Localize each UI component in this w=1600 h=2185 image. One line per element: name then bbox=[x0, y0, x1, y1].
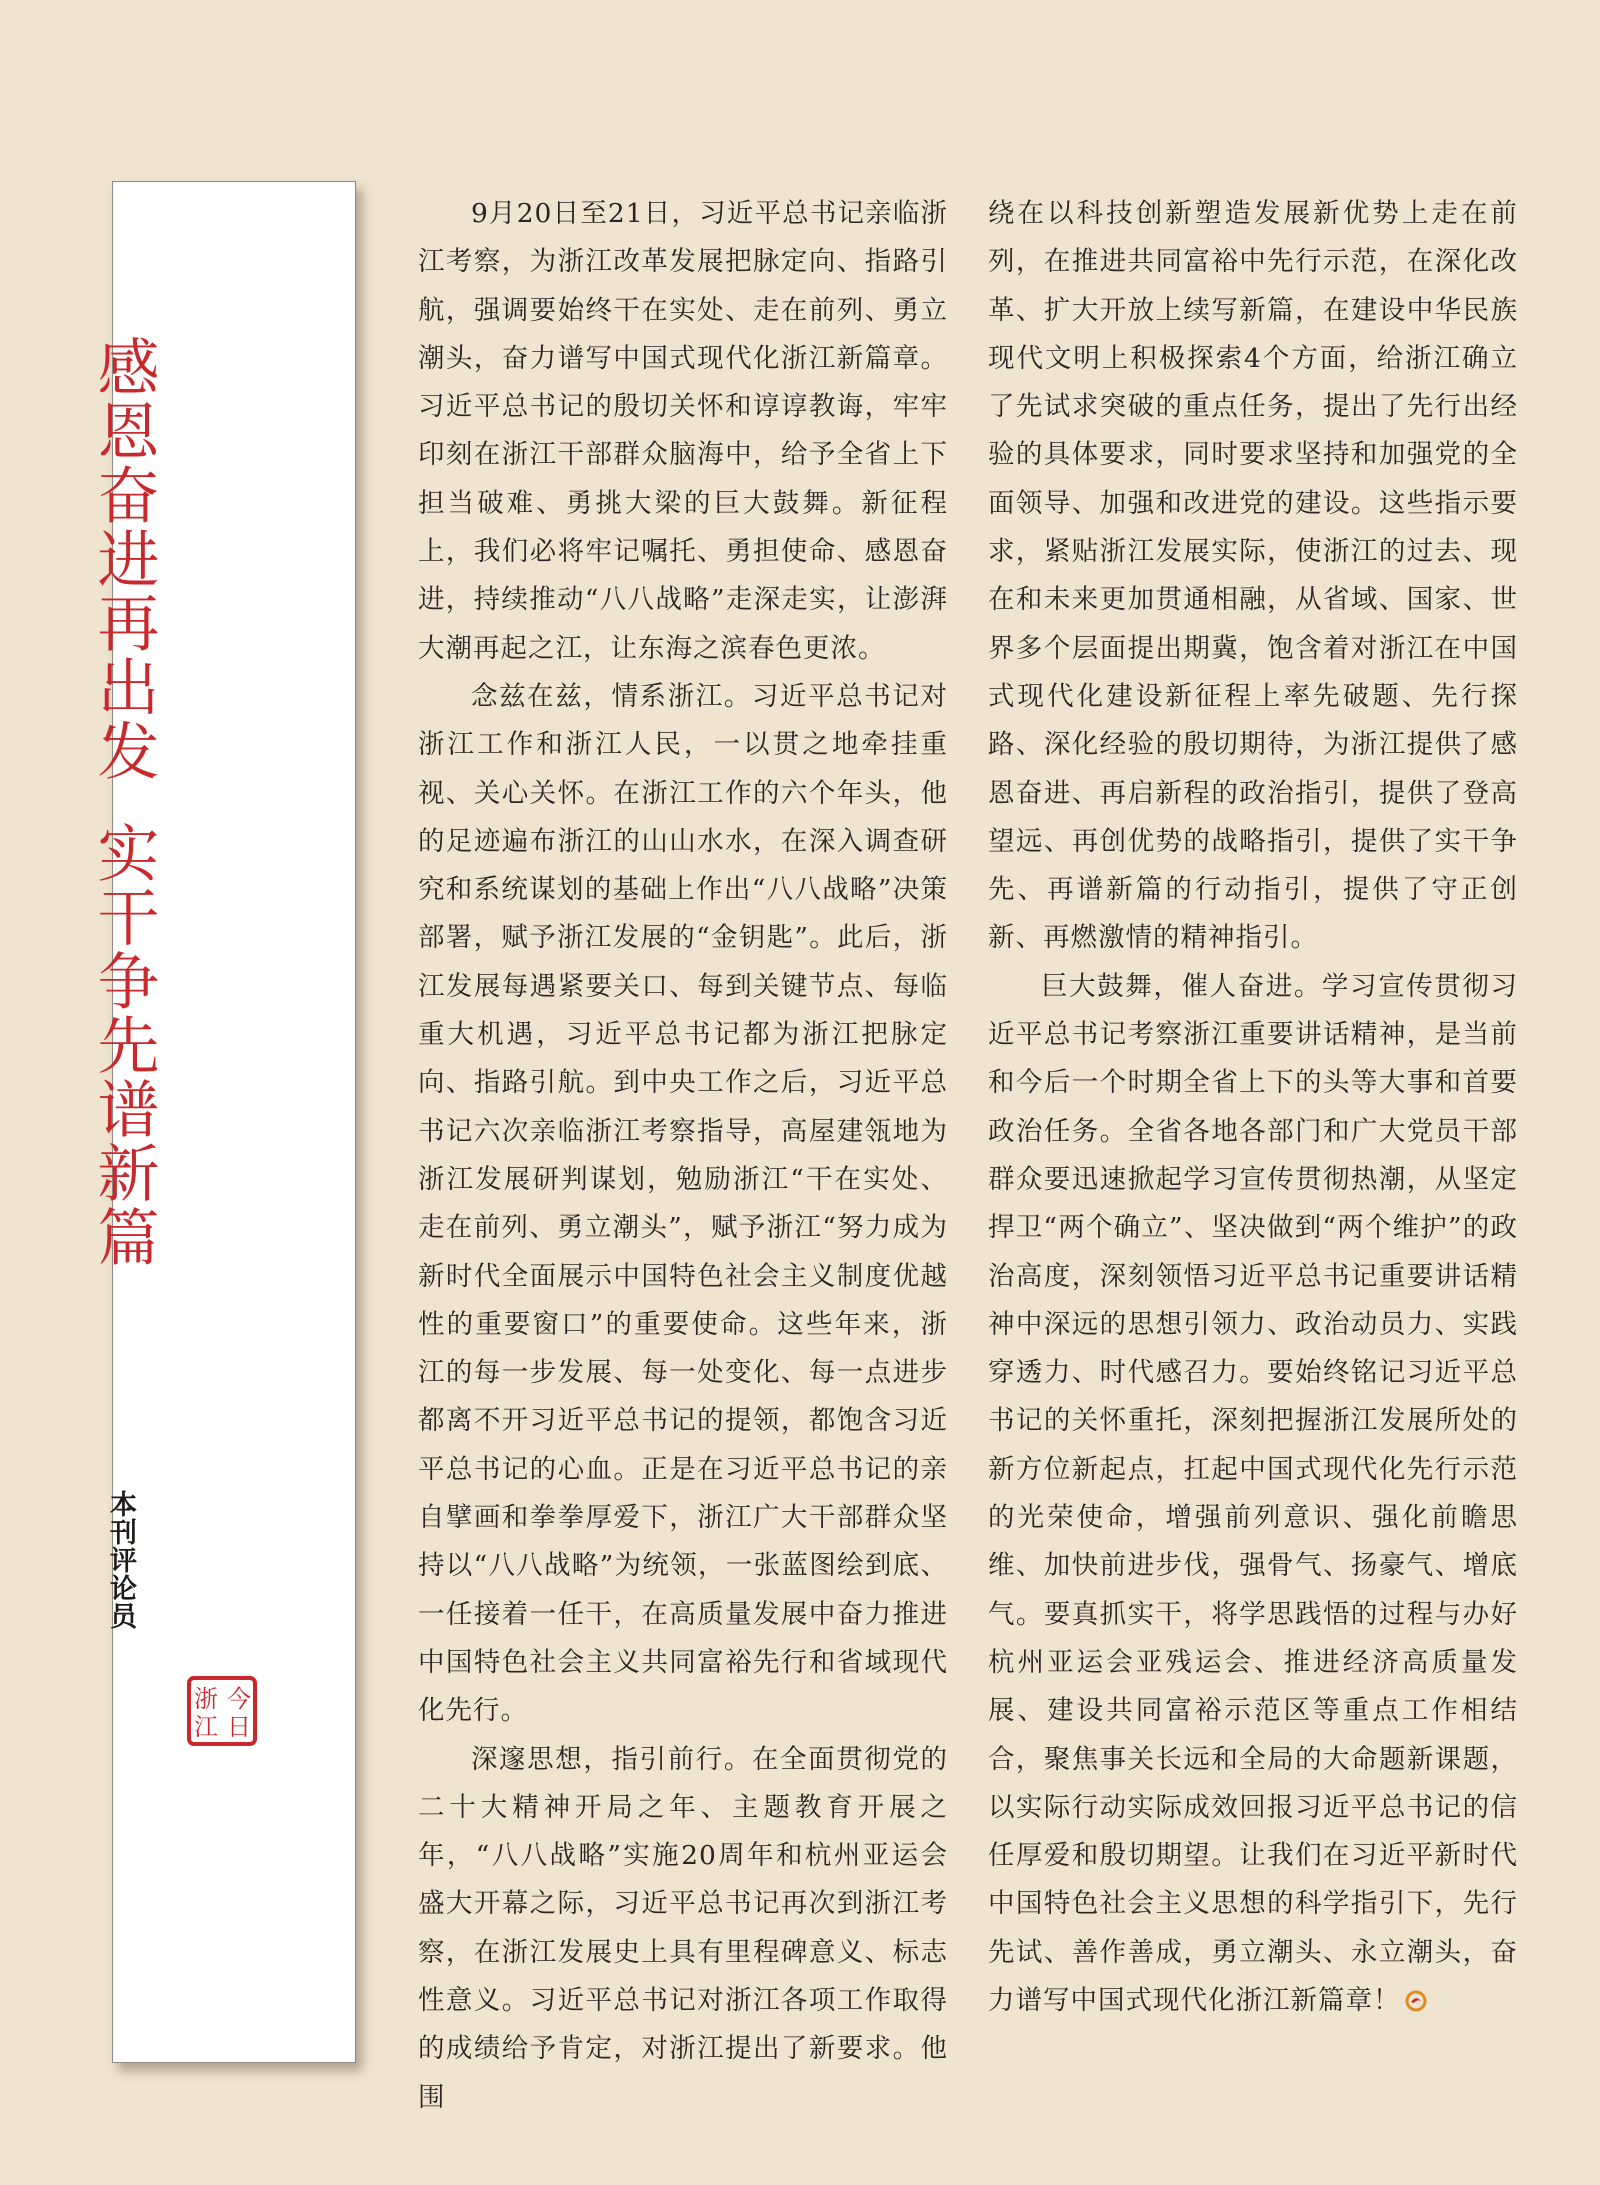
article-headline bbox=[88, 335, 158, 1269]
svg-text:日: 日 bbox=[227, 1713, 251, 1741]
article-paragraph: 绕在以科技创新塑造发展新优势上走在前列，在推进共同富裕中先行示范，在深化改革、扩大开放上续写新篇，在建设中华民族现代文明上积极探索4个方面，给浙江确立了先试求突破的重点任务，提出了先行出经验的具体要求，同时要求坚持和加强党的全面领导、加强和改进党的建设。这些指示要求，紧贴浙江发展实际，使浙江的过去、现在和未来更加贯通相融，从省域、国家、世界多个层面提出期冀，饱含着对浙江在中国式现代化建设新征程上率先破题、先行探路、深化经验的殷切期待，为浙江提供了感恩奋进、再启新程的政治指引，提供了登高望远、再创优势的战略指引，提供了实干争先、再谱新篇的行动指引，提供了守正创新、再燃激情的精神指引。 bbox=[988, 198, 1518, 954]
article-paragraph-last bbox=[988, 963, 1518, 2026]
headline-sub: 实干争先谱新篇 bbox=[87, 821, 160, 1269]
byline: 本刊评论员 bbox=[105, 1490, 136, 1630]
article-body bbox=[418, 190, 1528, 2113]
article-paragraph-text: 巨大鼓舞，催人奋进。学习宣传贯彻习近平总书记考察浙江重要讲话精神，是当前和今后一个时期全省上下的头等大事和首要政治任务。全省各地各部门和广大党员干部群众要迅速掀起学习宣传贯彻热潮，从坚定捍卫“两个确立”、坚决做到“两个维护”的政治高度，深刻领悟习近平总书记重要讲话精神中深远的思想引领力、政治动员力、实践穿透力、时代感召力。要始终铭记习近平总书记的关怀重托，深刻把握浙江发展所处的新方位新起点，扛起中国式现代化先行示范的光荣使命，增强前列意识、强化前瞻思维、加快前进步伐，强骨气、扬豪气、增底气。要真抓实干，将学思践悟的过程与办好杭州亚运会亚残运会、推进经济高质量发展、建设共同富裕示范区等重点工作相结合，聚焦事关长远和全局的大命题新课题，以实际行动实际成效回报习近平总书记的信任厚爱和殷切期望。让我们在习近平新时代中国特色社会主义思想的科学指引下，先行先试、善作善成，勇立潮头、永立潮头，奋力谱写中国式现代化浙江新篇章！ bbox=[988, 970, 1518, 2016]
svg-text:江: 江 bbox=[194, 1713, 218, 1741]
article-paragraph: 9月20日至21日，习近平总书记亲临浙江考察，为浙江改革发展把脉定向、指路引航，强调要始终干在实处、走在前列、勇立潮头，奋力谱写中国式现代化浙江新篇章。习近平总书记的殷切关怀和谆谆教诲，牢牢印刻在浙江干部群众脑海中，给予全省上下担当破难、勇挑大梁的巨大鼓舞。新征程上，我们必将牢记嘱托、勇担使命、感恩奋进，持续推动“八八战略”走深走实，让澎湃大潮再起之江，让东海之滨春色更浓。 bbox=[418, 198, 948, 664]
article-column-right bbox=[988, 190, 1518, 2025]
svg-text:今: 今 bbox=[227, 1685, 251, 1713]
seal-stamp-icon bbox=[186, 1675, 258, 1747]
headline-main: 感恩奋进再出发 bbox=[87, 335, 160, 783]
magazine-logo-icon bbox=[1405, 1990, 1427, 2012]
svg-text:浙: 浙 bbox=[194, 1685, 218, 1713]
article-column-left bbox=[418, 190, 948, 2122]
article-paragraph: 念兹在兹，情系浙江。习近平总书记对浙江工作和浙江人民，一以贯之地牵挂重视、关心关怀。在浙江工作的六个年头，他的足迹遍布浙江的山山水水，在深入调查研究和系统谋划的基础上作出“八八战略”决策部署，赋予浙江发展的“金钥匙”。此后，浙江发展每遇紧要关口、每到关键节点、每临重大机遇，习近平总书记都为浙江把脉定向、指路引航。到中央工作之后，习近平总书记六次亲临浙江考察指导，高屋建瓴地为浙江发展研判谋划，勉励浙江“干在实处、走在前列、勇立潮头”，赋予浙江“努力成为新时代全面展示中国特色社会主义制度优越性的重要窗口”的重要使命。这些年来，浙江的每一步发展、每一处变化、每一点进步都离不开习近平总书记的提领，都饱含习近平总书记的心血。正是在习近平总书记的亲自擘画和拳拳厚爱下，浙江广大干部群众坚持以“八八战略”为统领，一张蓝图绘到底、一任接着一任干，在高质量发展中奋力推进中国特色社会主义共同富裕先行和省域现代化先行。 bbox=[418, 680, 948, 1727]
article-paragraph: 深邃思想，指引前行。在全面贯彻党的二十大精神开局之年、主题教育开展之年，“八八战略”实施20周年和杭州亚运会盛大开幕之际，习近平总书记再次到浙江考察，在浙江发展史上具有里程碑意义、标志性意义。习近平总书记对浙江各项工作取得的成绩给予肯定，对浙江提出了新要求。他围 bbox=[418, 1743, 948, 2113]
